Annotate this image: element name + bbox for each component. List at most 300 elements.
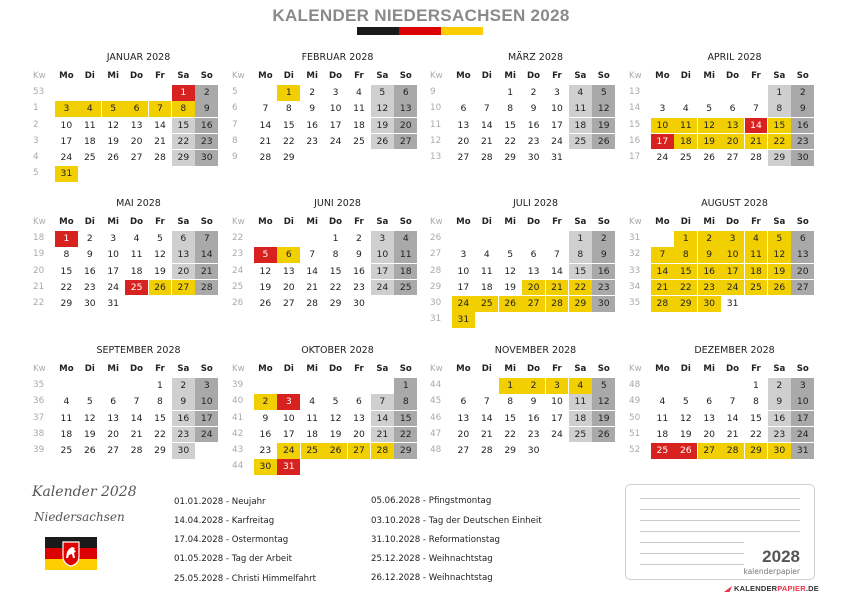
sunday-cell: 27 [791, 280, 814, 296]
empty-cell [324, 150, 347, 166]
vacation-day-cell: 8 [674, 247, 697, 263]
week-number: 2 [33, 119, 39, 130]
weekday-header: Fr [751, 71, 761, 81]
day-cell: 16 [353, 265, 365, 277]
brand-title: Kalender 2028 [32, 484, 137, 500]
day-cell: 23 [259, 444, 272, 456]
weekday-header: Di [481, 364, 492, 374]
sunday-cell: 5 [592, 85, 615, 101]
vacation-day-cell: 26 [149, 280, 172, 296]
day-cell: 7 [483, 103, 490, 115]
day-cell: 16 [83, 265, 96, 277]
week-number-header: Kw [629, 217, 642, 227]
week-row [627, 118, 817, 134]
sunday-cell: 3 [791, 378, 814, 394]
empty-cell [371, 459, 394, 475]
weekday-header: Di [84, 71, 95, 81]
day-cell: 4 [682, 103, 689, 115]
day-cell: 13 [703, 412, 716, 424]
empty-cell [475, 312, 498, 328]
week-row [230, 411, 420, 427]
week-row [428, 378, 618, 394]
vacation-day-cell: 14 [651, 264, 674, 280]
day-cell: 10 [551, 103, 563, 115]
vacation-day-cell: 20 [721, 134, 744, 150]
empty-cell [324, 459, 347, 475]
day-cell: 4 [309, 396, 316, 408]
vacation-day-cell: 28 [546, 296, 569, 312]
weekday-header: Mi [306, 364, 318, 374]
day-cell: 13 [282, 265, 295, 277]
weekday-header: Mi [703, 364, 715, 374]
vacation-day-cell: 5 [768, 231, 791, 247]
week-number: 13 [430, 151, 442, 162]
month-name: SEPTEMBER 2028 [96, 345, 181, 356]
empty-cell [301, 459, 324, 475]
empty-cell [475, 378, 498, 394]
weekday-header: Do [527, 217, 541, 227]
weekday-header: Di [481, 71, 492, 81]
day-cell: 21 [130, 428, 143, 440]
month-title [428, 197, 618, 211]
week-row [31, 231, 221, 247]
day-cell: 6 [110, 396, 117, 408]
week-number: 29 [430, 281, 442, 292]
weekday-header: Do [329, 217, 343, 227]
day-cell: 3 [554, 87, 560, 99]
day-cell: 7 [309, 249, 316, 261]
day-cell: 14 [480, 119, 493, 131]
day-cell: 21 [726, 428, 739, 440]
saturday-cell: 12 [371, 101, 394, 117]
week-number: 24 [232, 265, 244, 276]
day-cell: 25 [679, 151, 692, 163]
logo-part-1: KALENDER [734, 584, 778, 593]
day-cell: 19 [259, 281, 272, 293]
empty-cell [277, 231, 300, 247]
vacation-day-cell: 12 [698, 118, 721, 134]
day-cell: 8 [332, 249, 339, 261]
day-cell: 21 [480, 428, 493, 440]
empty-cell [592, 150, 615, 166]
sunday-cell: 21 [195, 264, 218, 280]
day-cell: 24 [329, 135, 342, 147]
day-cell: 2 [309, 87, 316, 99]
day-cell: 3 [659, 103, 666, 115]
day-cell: 10 [329, 103, 342, 115]
lower-saxony-flag-icon [45, 537, 97, 570]
day-cell: 10 [107, 249, 120, 261]
sunday-cell: 16 [791, 118, 814, 134]
month-name: JULI 2028 [512, 198, 559, 209]
day-cell: 6 [729, 103, 736, 115]
month-block [31, 197, 221, 312]
week-number: 1 [33, 103, 39, 114]
empty-cell [475, 85, 498, 101]
vacation-day-cell: 28 [371, 443, 394, 459]
saturday-cell: 30 [172, 443, 195, 459]
sunday-cell: 13 [791, 247, 814, 263]
day-cell: 26 [107, 151, 120, 163]
day-cell: 20 [107, 428, 120, 440]
week-number: 34 [629, 281, 641, 292]
week-row [31, 427, 221, 443]
day-cell: 23 [527, 428, 540, 440]
week-row [31, 166, 221, 182]
week-row [31, 118, 221, 134]
empty-cell [674, 378, 697, 394]
weekday-header: Sa [376, 71, 389, 81]
weekday-header-row [31, 215, 221, 231]
day-cell: 22 [154, 428, 166, 440]
empty-cell [301, 378, 324, 394]
weekday-header-row [31, 362, 221, 378]
week-row [31, 101, 221, 117]
holiday-day-cell: 25 [125, 280, 148, 296]
vacation-day-cell: 16 [698, 264, 721, 280]
weekday-header: Mo [456, 364, 471, 374]
day-cell: 8 [157, 396, 163, 408]
month-grid [31, 215, 221, 312]
day-cell: 19 [329, 428, 342, 440]
weekday-header: Fr [354, 364, 364, 374]
empty-cell [499, 231, 522, 247]
day-cell: 27 [107, 444, 120, 456]
empty-cell [569, 443, 592, 459]
weekday-header: Mo [258, 71, 273, 81]
week-row [230, 280, 420, 296]
month-title [627, 51, 817, 65]
vacation-day-cell: 3 [546, 378, 569, 394]
empty-cell [721, 378, 744, 394]
week-number: 49 [629, 396, 641, 407]
weekday-header: Mi [306, 71, 318, 81]
day-cell: 27 [282, 297, 295, 309]
day-cell: 22 [60, 281, 73, 293]
week-number: 14 [629, 103, 641, 114]
day-cell: 28 [750, 151, 762, 163]
weekday-header: Mo [456, 71, 471, 81]
week-row [230, 264, 420, 280]
notes-label: kalenderpapier [743, 567, 800, 576]
notes-line [640, 520, 800, 521]
week-row [627, 394, 817, 410]
day-cell: 20 [130, 135, 143, 147]
day-cell: 8 [507, 103, 514, 115]
week-row [428, 118, 618, 134]
vacation-day-cell: 21 [651, 280, 674, 296]
week-row [31, 443, 221, 459]
holiday-entry: 01.01.2028 - Neujahr [174, 497, 266, 507]
vacation-day-cell: 19 [768, 264, 791, 280]
sunday-cell: 2 [791, 85, 814, 101]
weekday-header: Do [130, 71, 144, 81]
vacation-day-cell: 24 [721, 280, 744, 296]
saturday-cell: 18 [569, 411, 592, 427]
week-number: 9 [430, 87, 436, 98]
empty-cell [254, 85, 277, 101]
day-cell: 4 [356, 87, 362, 99]
sunday-cell: 6 [791, 231, 814, 247]
notes-line [640, 498, 800, 499]
week-number: 3 [33, 135, 39, 146]
vacation-day-cell: 11 [674, 118, 697, 134]
notes-year: 2028 [762, 547, 800, 566]
day-cell: 9 [356, 249, 362, 261]
day-cell: 2 [356, 233, 362, 245]
week-row [31, 150, 221, 166]
sunday-cell: 16 [195, 118, 218, 134]
day-cell: 26 [259, 297, 272, 309]
weekday-header-row [230, 215, 420, 231]
day-cell: 12 [329, 412, 342, 424]
week-row [428, 296, 618, 312]
notes-line [640, 531, 800, 532]
month-grid [230, 69, 420, 166]
vacation-day-cell: 3 [721, 231, 744, 247]
sunday-cell: 8 [394, 394, 417, 410]
vacation-day-cell: 30 [768, 443, 791, 459]
day-cell: 25 [60, 444, 73, 456]
day-cell: 16 [306, 119, 319, 131]
vacation-day-cell: 7 [149, 101, 172, 117]
weekday-header: Sa [574, 71, 587, 81]
month-title [428, 51, 618, 65]
empty-cell [592, 312, 615, 328]
saturday-cell: 25 [569, 427, 592, 443]
saturday-cell: 10 [371, 247, 394, 263]
day-cell: 14 [306, 265, 319, 277]
day-cell: 25 [353, 135, 365, 147]
week-number: 25 [232, 281, 244, 292]
vacation-day-cell: 29 [569, 296, 592, 312]
empty-cell [348, 150, 371, 166]
week-number: 22 [232, 233, 244, 244]
empty-cell [195, 166, 218, 182]
empty-cell [301, 231, 324, 247]
day-cell: 25 [83, 151, 96, 163]
weekday-header: Di [680, 364, 691, 374]
sunday-cell: 22 [394, 427, 417, 443]
week-number: 9 [232, 151, 238, 162]
weekday-header: Do [527, 364, 541, 374]
week-number: 46 [430, 412, 442, 423]
day-cell: 12 [679, 412, 692, 424]
vacation-day-cell: 24 [277, 443, 300, 459]
week-number: 39 [33, 444, 45, 455]
empty-cell [149, 166, 172, 182]
day-cell: 16 [527, 119, 540, 131]
sunday-cell: 6 [394, 85, 417, 101]
week-number: 41 [232, 412, 244, 423]
day-cell: 9 [86, 249, 93, 261]
sunday-cell: 1 [394, 378, 417, 394]
day-cell: 7 [554, 249, 560, 261]
week-row [31, 394, 221, 410]
sunday-cell: 27 [394, 134, 417, 150]
day-cell: 2 [530, 87, 537, 99]
saturday-cell: 2 [768, 378, 791, 394]
empty-cell [102, 378, 125, 394]
day-cell: 18 [60, 428, 73, 440]
vacation-day-cell: 1 [277, 85, 300, 101]
vacation-day-cell: 4 [569, 378, 592, 394]
day-cell: 19 [679, 428, 692, 440]
day-cell: 24 [551, 428, 563, 440]
day-cell: 15 [154, 412, 166, 424]
week-number: 12 [430, 135, 442, 146]
day-cell: 27 [726, 151, 739, 163]
saturday-cell: 1 [768, 85, 791, 101]
week-number: 47 [430, 428, 442, 439]
saturday-cell: 24 [371, 280, 394, 296]
day-cell: 8 [753, 396, 759, 408]
day-cell: 16 [527, 412, 540, 424]
weekday-header: Sa [773, 217, 786, 227]
weekday-header: So [200, 217, 213, 227]
week-number-header: Kw [232, 71, 245, 81]
day-cell: 17 [551, 412, 563, 424]
day-cell: 11 [83, 119, 96, 131]
day-cell: 3 [460, 249, 467, 261]
day-cell: 15 [504, 119, 517, 131]
empty-cell [55, 378, 78, 394]
week-number-header: Kw [430, 71, 443, 81]
day-cell: 18 [130, 265, 143, 277]
day-cell: 9 [262, 412, 269, 424]
day-cell: 11 [480, 265, 493, 277]
week-number: 17 [629, 151, 641, 162]
empty-cell [78, 166, 101, 182]
saturday-cell: 5 [371, 85, 394, 101]
month-title [627, 197, 817, 211]
weekday-header: Fr [552, 217, 562, 227]
weekday-header: Do [527, 71, 541, 81]
week-number: 51 [629, 428, 641, 439]
week-row [230, 85, 420, 101]
day-cell: 1 [332, 233, 339, 245]
day-cell: 31 [107, 297, 120, 309]
holiday-day-cell: 31 [277, 459, 300, 475]
empty-cell [394, 296, 417, 312]
week-number: 21 [33, 281, 45, 292]
day-cell: 27 [130, 151, 143, 163]
sunday-cell: 19 [592, 118, 615, 134]
sunday-cell: 3 [195, 378, 218, 394]
day-cell: 5 [706, 103, 713, 115]
empty-cell [651, 85, 674, 101]
week-row [627, 150, 817, 166]
day-cell: 21 [259, 135, 272, 147]
holiday-day-cell: 17 [651, 134, 674, 150]
empty-cell [301, 150, 324, 166]
holiday-day-cell: 25 [651, 443, 674, 459]
weekday-header-row [627, 215, 817, 231]
saturday-cell: 18 [569, 118, 592, 134]
empty-cell [371, 296, 394, 312]
month-title [230, 197, 420, 211]
vacation-day-cell: 10 [651, 118, 674, 134]
month-grid [627, 362, 817, 459]
month-name: AUGUST 2028 [701, 198, 768, 209]
notes-line [640, 509, 800, 510]
week-number: 44 [430, 380, 442, 391]
weekday-header: Di [84, 364, 95, 374]
day-cell: 30 [83, 297, 96, 309]
vacation-day-cell: 26 [499, 296, 522, 312]
week-row [627, 443, 817, 459]
vacation-day-cell: 18 [745, 264, 768, 280]
saturday-cell: 29 [768, 150, 791, 166]
week-number: 27 [430, 249, 442, 260]
day-cell: 14 [551, 265, 563, 277]
day-cell: 28 [154, 151, 166, 163]
week-row [230, 101, 420, 117]
vacation-day-cell: 24 [452, 296, 475, 312]
week-row [31, 296, 221, 312]
empty-cell [394, 459, 417, 475]
weekday-header: Di [283, 217, 294, 227]
empty-cell [195, 443, 218, 459]
empty-cell [149, 296, 172, 312]
brand-subtitle: Niedersachsen [34, 510, 125, 524]
day-cell: 9 [530, 103, 537, 115]
sunday-cell: 31 [791, 443, 814, 459]
brand-logo[interactable] [724, 584, 819, 593]
weekday-header-row [230, 69, 420, 85]
saturday-cell: 15 [172, 118, 195, 134]
saturday-cell: 9 [768, 394, 791, 410]
day-cell: 9 [309, 103, 316, 115]
sunday-cell: 11 [394, 247, 417, 263]
holiday-day-cell: 5 [254, 247, 277, 263]
week-row [627, 134, 817, 150]
sunday-cell: 12 [592, 101, 615, 117]
empty-cell [522, 231, 545, 247]
week-row [230, 231, 420, 247]
weekday-header: Sa [773, 71, 786, 81]
day-cell: 29 [504, 444, 517, 456]
empty-cell [651, 378, 674, 394]
weekday-header: Sa [177, 71, 190, 81]
day-cell: 11 [60, 412, 73, 424]
week-row [627, 264, 817, 280]
week-number: 15 [629, 119, 641, 130]
weekday-header: Mi [504, 217, 516, 227]
month-title [627, 344, 817, 358]
day-cell: 8 [63, 249, 70, 261]
weekday-header: Mo [258, 364, 273, 374]
holiday-day-cell: 1 [55, 231, 78, 247]
vacation-day-cell: 11 [745, 247, 768, 263]
holiday-entry: 01.05.2028 - Tag der Arbeit [174, 554, 292, 564]
week-number-header: Kw [33, 217, 46, 227]
vacation-day-cell: 27 [348, 443, 371, 459]
week-number: 31 [629, 233, 641, 244]
week-number: 5 [33, 168, 39, 179]
weekday-header: So [597, 364, 610, 374]
week-number: 18 [33, 233, 45, 244]
day-cell: 23 [527, 135, 540, 147]
day-cell: 6 [460, 103, 467, 115]
week-number: 39 [232, 380, 244, 391]
vacation-day-cell: 8 [172, 101, 195, 117]
week-number-header: Kw [33, 364, 46, 374]
sunday-cell: 10 [791, 394, 814, 410]
weekday-header: Di [481, 217, 492, 227]
saturday-cell: 16 [768, 411, 791, 427]
holiday-day-cell: 1 [172, 85, 195, 101]
